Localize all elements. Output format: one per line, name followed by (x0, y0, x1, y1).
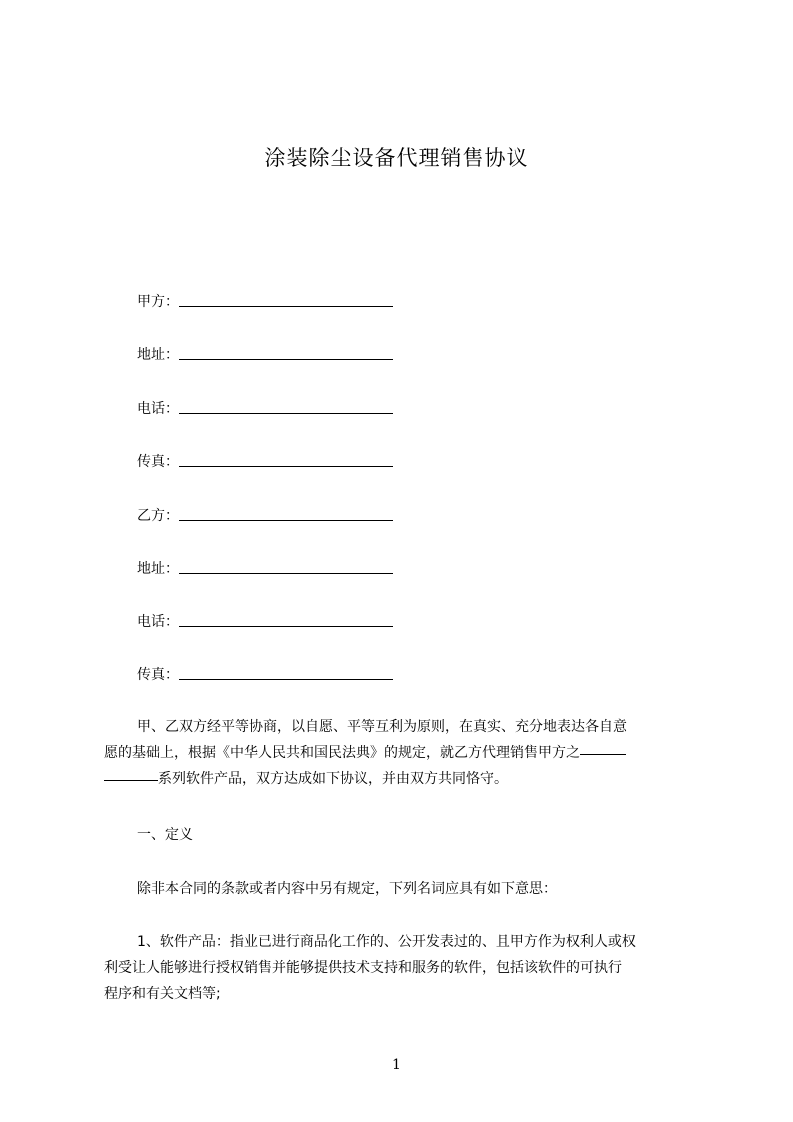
party-b-blank (179, 506, 393, 521)
document-title: 涂装除尘设备代理销售协议 (264, 146, 529, 170)
party-a-address-blank (179, 345, 393, 360)
party-b-address-label: 地址： (137, 561, 179, 577)
party-b-label: 乙方： (137, 508, 179, 524)
product-name-blank-part-2 (104, 766, 158, 781)
party-b-fax-blank (179, 665, 393, 680)
party-b-fax-label: 传真： (137, 667, 179, 683)
party-b-phone-label: 电话： (137, 614, 179, 630)
party-a-field (137, 292, 393, 312)
party-a-address-label: 地址： (137, 347, 179, 363)
product-name-blank-part-1 (580, 740, 626, 755)
party-b-phone-blank (179, 612, 393, 627)
party-a-blank (179, 292, 393, 307)
party-b-fax-field (137, 665, 393, 685)
preamble-line-2 (104, 740, 704, 766)
preamble-line-1: 甲、乙双方经平等协商，以自愿、平等互利为原则，在真实、充分地表达各自意 (137, 719, 627, 735)
party-a-fax-field (137, 452, 393, 472)
preamble-line-3 (104, 766, 704, 792)
party-b-field (137, 506, 393, 526)
party-a-address-field (137, 345, 393, 365)
party-a-fax-blank (179, 452, 393, 467)
definition-1-line-3: 程序和有关文档等; (104, 986, 221, 1002)
party-b-phone-field (137, 612, 393, 632)
section-heading-definitions: 一、定义 (137, 827, 193, 843)
party-a-phone-blank (179, 399, 393, 414)
page-number: 1 (392, 1057, 401, 1073)
party-a-label: 甲方： (137, 294, 179, 310)
definition-1-line-2: 利受让人能够进行授权销售并能够提供技术支持和服务的软件，包括该软件的可执行 (104, 960, 622, 976)
party-a-fax-label: 传真： (137, 454, 179, 470)
definitions-intro: 除非本合同的条款或者内容中另有规定，下列名词应具有如下意思： (137, 881, 557, 897)
party-b-address-field (137, 559, 393, 579)
preamble-paragraph (104, 714, 704, 792)
party-a-phone-field (137, 399, 393, 419)
preamble-line-3-text: 系列软件产品，双方达成如下协议，并由双方共同恪守。 (158, 771, 508, 787)
preamble-line-2-text: 愿的基础上，根据《中华人民共和国民法典》的规定，就乙方代理销售甲方之 (104, 745, 580, 761)
party-b-address-blank (179, 559, 393, 574)
definition-1-line-1: 1、软件产品：指业已进行商品化工作的、公开发表过的、且甲方作为权利人或权 (137, 934, 636, 950)
party-a-phone-label: 电话： (137, 401, 179, 417)
definition-1-paragraph (104, 929, 704, 1007)
